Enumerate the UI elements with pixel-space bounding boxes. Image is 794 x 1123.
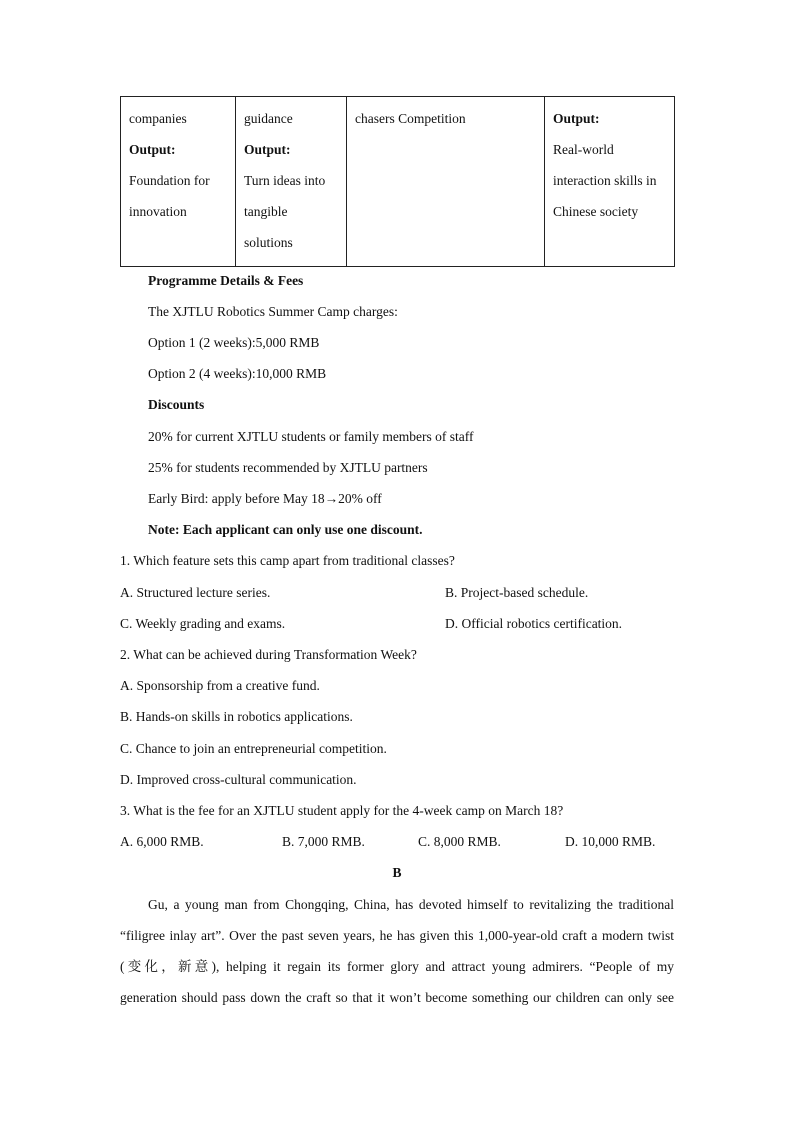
question-option: A. Sponsorship from a creative fund. (120, 678, 320, 693)
cell-text: Real-world (553, 142, 614, 157)
discount-note: Note: Each applicant can only use one discount. (148, 522, 423, 537)
question-option: B. Project-based schedule. (445, 585, 589, 600)
fee-option-1: Option 1 (2 weeks):5,000 RMB (148, 335, 320, 350)
cell-text: Foundation for (129, 173, 210, 188)
cell-text: solutions (244, 235, 293, 250)
programme-table (120, 96, 675, 267)
table-cell-col1 (121, 97, 236, 267)
question-option: A. Structured lecture series. (120, 585, 271, 600)
question-option: C. Chance to join an entrepreneurial competition. (120, 741, 387, 756)
table-cell-col2 (236, 97, 347, 267)
section-label: B (392, 865, 402, 880)
passage-line: (变化，新意), helping it regain its former glory and attract young admirers. “People of my (120, 959, 674, 974)
discount-item: 25% for students recommended by XJTLU partners (148, 460, 428, 475)
question-option: B. 7,000 RMB. (282, 834, 365, 849)
fee-option-2: Option 2 (4 weeks):10,000 RMB (148, 366, 327, 381)
details-heading: Programme Details & Fees (148, 273, 304, 288)
question-option: B. Hands-on skills in robotics applications. (120, 709, 353, 724)
discount-item: Early Bird: apply before May 18→20% off (148, 491, 382, 506)
passage-line: generation should pass down the craft so that it won’t become something our children can only see (120, 990, 674, 1005)
passage-line: Gu, a young man from Chongqing, China, has devoted himself to revitalizing the traditional (148, 897, 674, 912)
cell-text: chasers Competition (355, 111, 466, 126)
passage-line: “filigree inlay art”. Over the past seven years, he has given this 1,000-year-old craft a modern twist (120, 928, 674, 943)
cell-output-label: Output: (244, 142, 291, 157)
cell-text: innovation (129, 204, 187, 219)
question-option: C. 8,000 RMB. (418, 834, 501, 849)
question-option: D. Official robotics certification. (445, 616, 623, 631)
question-stem: 1. Which feature sets this camp apart from traditional classes? (120, 553, 455, 568)
table-cell-col4 (545, 97, 675, 267)
table-cell-col3 (347, 97, 545, 267)
question-stem: 3. What is the fee for an XJTLU student apply for the 4-week camp on March 18? (120, 803, 564, 818)
cell-output-label: Output: (129, 142, 176, 157)
discounts-heading: Discounts (148, 397, 205, 412)
cell-text: tangible (244, 204, 288, 219)
cell-text: companies (129, 111, 187, 126)
cell-text: Chinese society (553, 204, 639, 219)
table-row (121, 97, 675, 267)
question-option: C. Weekly grading and exams. (120, 616, 286, 631)
details-intro: The XJTLU Robotics Summer Camp charges: (148, 304, 398, 319)
cell-text: Turn ideas into (244, 173, 326, 188)
cell-text: interaction skills in (553, 173, 657, 188)
question-option: D. 10,000 RMB. (565, 834, 656, 849)
cell-text: guidance (244, 111, 293, 126)
question-option: D. Improved cross-cultural communication. (120, 772, 357, 787)
question-stem: 2. What can be achieved during Transformation Week? (120, 647, 417, 662)
discount-item: 20% for current XJTLU students or family members of staff (148, 429, 474, 444)
question-option: A. 6,000 RMB. (120, 834, 204, 849)
cell-output-label: Output: (553, 111, 600, 126)
